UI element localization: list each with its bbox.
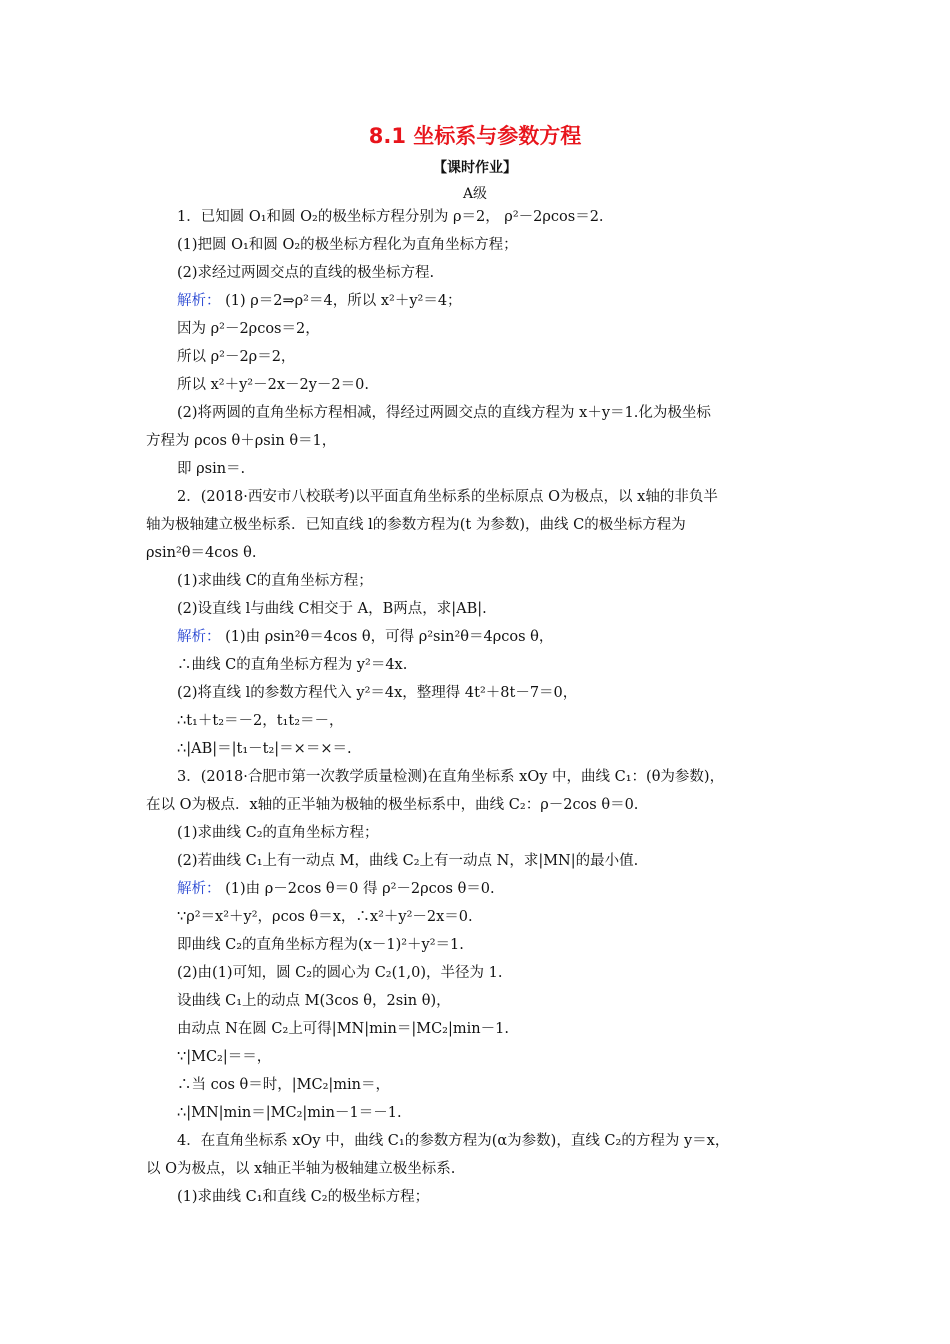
text-line xyxy=(146,651,808,679)
line-text: ∵ρ²＝x²＋y²，ρcos θ＝x，∴x²＋y²－2x＝0. xyxy=(177,909,473,925)
line-text: 由动点 N在圆 C₂上可得|MN|min＝|MC₂|min－1. xyxy=(177,1021,509,1037)
text-line xyxy=(146,427,808,455)
text-line xyxy=(146,511,808,539)
line-text: (2)将直线 l的参数方程代入 y²＝4x，整理得 4t²＋8t－7＝0， xyxy=(177,685,578,701)
line-text: (1)求曲线 C₂的直角坐标方程； xyxy=(177,825,379,841)
line-text: 所以 ρ²－2ρ＝2， xyxy=(177,349,296,365)
text-line xyxy=(146,539,808,567)
line-text: 即 ρsin＝. xyxy=(177,461,246,477)
analysis-label: 解析： xyxy=(177,881,221,897)
section-subtitle: 【课时作业】 xyxy=(433,160,517,176)
text-line xyxy=(146,1099,808,1127)
text-line xyxy=(146,399,808,427)
text-line xyxy=(146,819,808,847)
text-line xyxy=(146,231,808,259)
text-line xyxy=(146,959,808,987)
line-text: 3．(2018·合肥市第一次教学质量检测)在直角坐标系 xOy 中，曲线 C₁：(θ为参数)， xyxy=(177,769,725,785)
text-line xyxy=(146,847,808,875)
line-text: 2．(2018·西安市八校联考)以平面直角坐标系的坐标原点 O为极点，以 x轴的非负半 xyxy=(177,489,718,505)
line-text: 4．在直角坐标系 xOy 中，曲线 C₁的参数方程为(α为参数)，直线 C₂的方程为 y＝x， xyxy=(177,1133,730,1149)
line-text: 因为 ρ²－2ρcos＝2， xyxy=(177,321,320,337)
solution-line xyxy=(146,287,808,315)
analysis-label: 解析： xyxy=(177,293,221,309)
page-title: 8.1 坐标系与参数方程 xyxy=(368,124,582,148)
level-heading: A级 xyxy=(462,186,488,202)
solution-line xyxy=(146,623,808,651)
line-text: (1)把圆 O₁和圆 O₂的极坐标方程化为直角坐标方程； xyxy=(177,237,518,253)
line-text: ∵|MC₂|＝＝， xyxy=(177,1049,272,1065)
text-line xyxy=(146,735,808,763)
line-text: ∴当 cos θ＝时，|MC₂|min＝， xyxy=(177,1077,390,1093)
text-line xyxy=(146,455,808,483)
line-text: 所以 x²＋y²－2x－2y－2＝0. xyxy=(177,377,369,393)
line-text: 方程为 ρcos θ＋ρsin θ＝1， xyxy=(146,433,337,449)
line-text: 即曲线 C₂的直角坐标方程为(x－1)²＋y²＝1. xyxy=(177,937,464,953)
line-text: (1)求曲线 C的直角坐标方程； xyxy=(177,573,373,589)
line-text: (1) ρ＝2⇒ρ²＝4，所以 x²＋y²＝4； xyxy=(220,293,462,309)
line-text: ∴曲线 C的直角坐标方程为 y²＝4x. xyxy=(177,657,408,673)
text-line xyxy=(146,1071,808,1099)
text-line xyxy=(146,931,808,959)
text-line xyxy=(146,707,808,735)
text-line xyxy=(146,1043,808,1071)
text-line xyxy=(146,259,808,287)
line-text: 在以 O为极点．x轴的正半轴为极轴的极坐标系中，曲线 C₂：ρ－2cos θ＝0. xyxy=(146,797,639,813)
text-line xyxy=(146,679,808,707)
line-text: (2)设直线 l与曲线 C相交于 A，B两点，求|AB|. xyxy=(177,601,487,617)
text-line xyxy=(146,1183,808,1211)
text-line xyxy=(146,483,808,511)
text-line xyxy=(146,595,808,623)
text-line xyxy=(146,987,808,1015)
line-text: ∴t₁＋t₂＝－2，t₁t₂＝－， xyxy=(177,713,344,729)
analysis-label: 解析： xyxy=(177,629,221,645)
line-text: (2)将两圆的直角坐标方程相减，得经过两圆交点的直线方程为 x＋y＝1.化为极坐标 xyxy=(177,405,711,421)
text-line xyxy=(146,343,808,371)
line-text: (1)由 ρsin²θ＝4cos θ，可得 ρ²sin²θ＝4ρcos θ， xyxy=(220,629,554,645)
text-line xyxy=(146,315,808,343)
text-line xyxy=(146,203,808,231)
line-text: ∴|MN|min＝|MC₂|min－1＝－1. xyxy=(177,1105,402,1121)
line-text: ρsin²θ＝4cos θ. xyxy=(146,545,257,561)
text-line xyxy=(146,1015,808,1043)
text-line xyxy=(146,791,808,819)
line-text: (2)求经过两圆交点的直线的极坐标方程. xyxy=(177,265,435,281)
line-text: 轴为极轴建立极坐标系．已知直线 l的参数方程为(t 为参数)，曲线 C的极坐标方程为 xyxy=(146,517,686,533)
text-line xyxy=(146,1155,808,1183)
line-text: 1．已知圆 O₁和圆 O₂的极坐标方程分别为 ρ＝2， ρ²－2ρcos＝2. xyxy=(177,209,604,225)
line-text: 设曲线 C₁上的动点 M(3cos θ，2sin θ)， xyxy=(177,993,451,1009)
line-text: 以 O为极点，以 x轴正半轴为极轴建立极坐标系. xyxy=(146,1161,456,1177)
text-line xyxy=(146,903,808,931)
line-text: (1)求曲线 C₁和直线 C₂的极坐标方程； xyxy=(177,1189,430,1205)
text-line xyxy=(146,567,808,595)
line-text: ∴|AB|＝|t₁－t₂|＝×＝×＝. xyxy=(177,741,352,757)
line-text: (2)若曲线 C₁上有一动点 M，曲线 C₂上有一动点 N，求|MN|的最小值. xyxy=(177,853,639,869)
solution-line xyxy=(146,875,808,903)
text-line xyxy=(146,1127,808,1155)
line-text: (2)由(1)可知，圆 C₂的圆心为 C₂(1,0)，半径为 1. xyxy=(177,965,503,981)
text-line xyxy=(146,763,808,791)
line-text: (1)由 ρ－2cos θ＝0 得 ρ²－2ρcos θ＝0. xyxy=(220,881,495,897)
document-body xyxy=(146,203,808,1211)
text-line xyxy=(146,371,808,399)
